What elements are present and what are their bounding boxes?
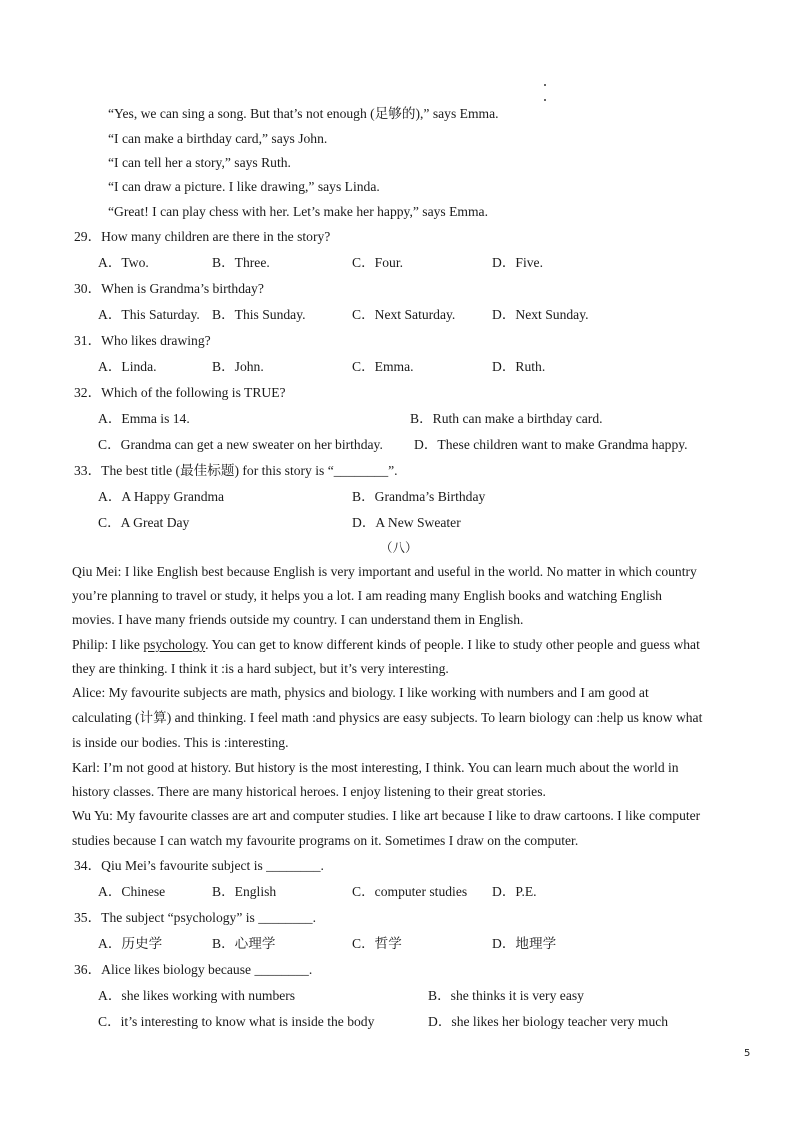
- q32-option-c[interactable]: C．Grandma can get a new sweater on her birthday.: [98, 437, 383, 452]
- question-29: 29．How many children are there in the story?: [74, 229, 331, 244]
- story-line: “Great! I can play chess with her. Let’s make her happy,” says Emma.: [108, 204, 488, 219]
- q32-option-b[interactable]: B．Ruth can make a birthday card.: [410, 411, 603, 426]
- passage-line: Wu Yu: My favourite classes are art and computer studies. I like art because I like to draw cartoons. I like computer: [72, 808, 701, 823]
- q30-option-a[interactable]: A．This Saturday.: [98, 307, 200, 322]
- q35-option-b[interactable]: B．心理学: [212, 936, 276, 951]
- q36-option-d[interactable]: D．she likes her biology teacher very much: [428, 1014, 669, 1029]
- q35-option-d[interactable]: D．地理学: [492, 936, 557, 951]
- passage-line: movies. I have many friends outside my country. I can understand them in English.: [72, 612, 524, 627]
- q34-option-d[interactable]: D．P.E.: [492, 884, 537, 899]
- story-line: “Yes, we can sing a song. But that’s not enough (足够的),” says Emma.: [108, 106, 499, 121]
- q31-option-b[interactable]: B．John.: [212, 359, 264, 374]
- scan-mark: [544, 99, 546, 101]
- question-36: 36．Alice likes biology because ________.: [74, 962, 313, 977]
- q34-option-a[interactable]: A．Chinese: [98, 884, 166, 899]
- q29-option-a[interactable]: A．Two.: [98, 255, 149, 270]
- q33-option-b[interactable]: B．Grandma’s Birthday: [352, 489, 486, 504]
- passage-text: Philip: I like: [72, 637, 144, 652]
- q30-option-d[interactable]: D．Next Sunday.: [492, 307, 589, 322]
- passage-line: is inside our bodies. This is :interesting.: [72, 735, 289, 750]
- question-33: 33．The best title (最佳标题) for this story is “________”.: [74, 463, 398, 478]
- q36-option-b[interactable]: B．she thinks it is very easy: [428, 988, 584, 1003]
- q32-option-a[interactable]: A．Emma is 14.: [98, 411, 190, 426]
- q34-option-b[interactable]: B．English: [212, 884, 277, 899]
- passage-line: Qiu Mei: I like English best because English is very important and useful in the world. No matter in which country: [72, 564, 697, 579]
- q32-option-d[interactable]: D．These children want to make Grandma happy.: [414, 437, 688, 452]
- passage-line: they are thinking. I think it :is a hard subject, but it’s very interesting.: [72, 661, 449, 676]
- q33-option-c[interactable]: C．A Great Day: [98, 515, 190, 530]
- question-32: 32．Which of the following is TRUE?: [74, 385, 286, 400]
- q36-option-c[interactable]: C．it’s interesting to know what is inside the body: [98, 1014, 375, 1029]
- q30-option-b[interactable]: B．This Sunday.: [212, 307, 306, 322]
- q35-option-a[interactable]: A．历史学: [98, 936, 163, 951]
- passage-line: Alice: My favourite subjects are math, physics and biology. I like working with numbers and I am good at: [72, 685, 649, 700]
- question-35: 35．The subject “psychology” is ________.: [74, 910, 317, 925]
- story-line: “I can draw a picture. I like drawing,” says Linda.: [108, 179, 380, 194]
- passage-line: calculating (计算) and thinking. I feel math :and physics are easy subjects. To learn biology can :help us know what: [72, 710, 703, 725]
- passage-line: Karl: I’m not good at history. But history is the most interesting, I think. You can learn much about the world in: [72, 760, 679, 775]
- question-30: 30．When is Grandma’s birthday?: [74, 281, 264, 296]
- q35-option-c[interactable]: C．哲学: [352, 936, 402, 951]
- page-number: 5: [744, 1048, 751, 1059]
- q33-option-d[interactable]: D．A New Sweater: [352, 515, 461, 530]
- q36-option-a[interactable]: A．she likes working with numbers: [98, 988, 296, 1003]
- passage-text: . You can get to know different kinds of people. I like to study other people and guess what: [205, 637, 700, 652]
- passage-line: history classes. There are many historical heroes. I enjoy listening to their great stories.: [72, 784, 546, 799]
- question-34: 34．Qiu Mei’s favourite subject is ________.: [74, 858, 324, 873]
- q31-option-d[interactable]: D．Ruth.: [492, 359, 546, 374]
- scan-mark: [544, 84, 546, 86]
- section-label: （八）: [380, 541, 418, 555]
- q33-option-a[interactable]: A．A Happy Grandma: [98, 489, 225, 504]
- q34-option-c[interactable]: C．computer studies: [352, 884, 468, 899]
- story-line: “I can tell her a story,” says Ruth.: [108, 155, 291, 170]
- q30-option-c[interactable]: C．Next Saturday.: [352, 307, 456, 322]
- question-31: 31．Who likes drawing?: [74, 333, 211, 348]
- q31-option-a[interactable]: A．Linda.: [98, 359, 157, 374]
- passage-line: you’re planning to travel or study, it helps you a lot. I am reading many English books and watching English: [72, 588, 662, 603]
- q29-option-b[interactable]: B．Three.: [212, 255, 270, 270]
- q31-option-c[interactable]: C．Emma.: [352, 359, 414, 374]
- story-line: “I can make a birthday card,” says John.: [108, 131, 328, 146]
- q29-option-c[interactable]: C．Four.: [352, 255, 403, 270]
- q29-option-d[interactable]: D．Five.: [492, 255, 543, 270]
- passage-line: [72, 636, 700, 654]
- passage-line: studies because I can watch my favourite programs on it. Sometimes I draw on the computer.: [72, 833, 579, 848]
- underlined-word-psychology: psychology: [143, 637, 206, 652]
